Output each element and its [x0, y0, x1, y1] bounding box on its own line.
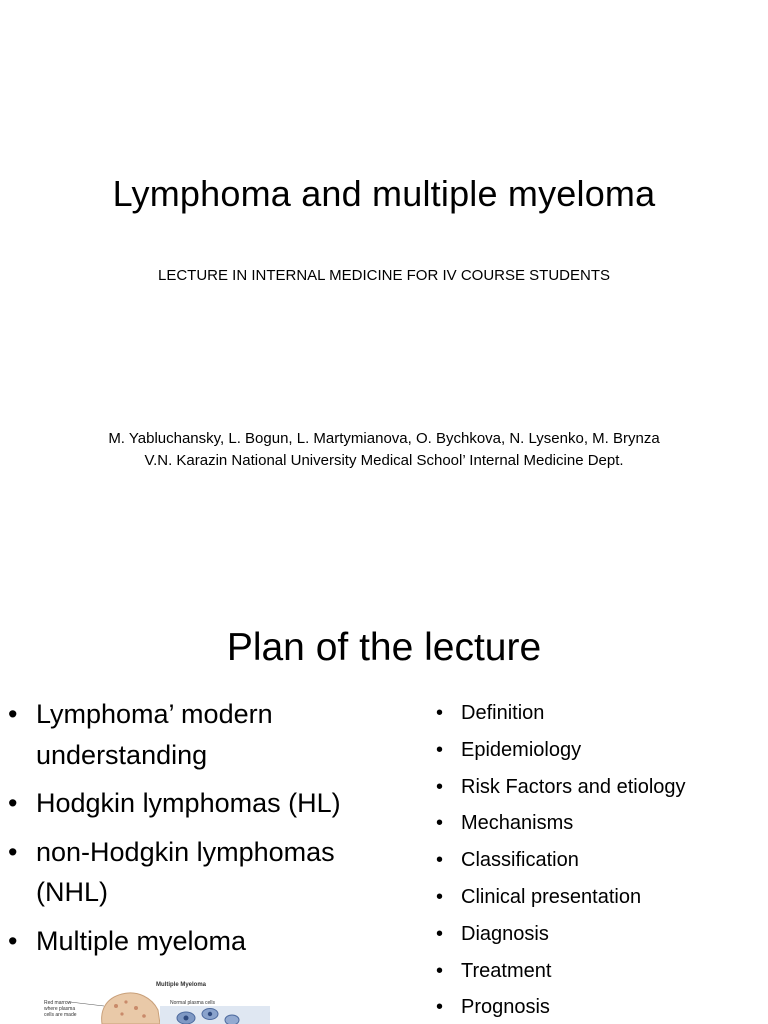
authors-block [0, 428, 768, 472]
topic-label: Hodgkin lymphomas (HL) [36, 788, 341, 818]
lecture-subtitle: LECTURE IN INTERNAL MEDICINE FOR IV COURSE STUDENTS [158, 267, 610, 284]
bullet-icon: • [8, 699, 18, 729]
list-item [434, 847, 764, 874]
list-item [6, 921, 406, 962]
aspects-list [434, 700, 764, 1024]
myeloma-illustration [40, 976, 270, 1024]
list-item [434, 994, 764, 1021]
list-item [434, 700, 764, 727]
figure-label: Red marrow where plasma cells are made [44, 1000, 77, 1018]
list-item [434, 921, 764, 948]
aspect-label: Clinical presentation [461, 885, 642, 908]
list-item [434, 958, 764, 985]
bullet-icon: • [8, 788, 18, 818]
aspect-label: Epidemiology [461, 738, 582, 761]
bullet-icon: • [436, 922, 444, 945]
bullet-icon: • [436, 702, 444, 724]
bullet-icon: • [436, 996, 444, 1019]
plan-title: Plan of the lecture [226, 626, 542, 669]
aspect-label: Mechanisms [461, 812, 574, 835]
bullet-icon: • [436, 812, 444, 835]
authors-line: M. Yabluchansky, L. Bogun, L. Martymianova, O. Bychkova, N. Lysenko, M. Brynza [108, 430, 660, 447]
list-item [434, 774, 764, 801]
aspect-label: Risk Factors and etiology [461, 775, 686, 798]
bullet-icon: • [436, 959, 444, 982]
bullet-icon: • [8, 925, 18, 956]
affiliation-line: V.N. Karazin National University Medical School’ Internal Medicine Dept. [144, 452, 624, 469]
plan-slide [0, 576, 768, 1024]
list-item [6, 783, 406, 824]
list-item [434, 737, 764, 764]
lecture-title: Lymphoma and multiple myeloma [112, 173, 656, 214]
bullet-icon: • [436, 849, 444, 872]
aspect-label: Definition [461, 702, 545, 724]
aspect-label: Diagnosis [461, 922, 549, 945]
list-item [6, 694, 406, 775]
aspect-label: Prognosis [461, 996, 550, 1019]
topic-label: Lymphoma’ modern understanding [36, 699, 273, 770]
bullet-icon: • [436, 775, 444, 798]
figure-title: Multiple Myeloma [156, 982, 207, 988]
list-item [434, 884, 764, 911]
aspect-label: Classification [461, 849, 579, 872]
list-item [6, 832, 406, 913]
bullet-icon: • [8, 836, 18, 867]
list-item [434, 810, 764, 837]
topic-label: Multiple myeloma [36, 925, 247, 956]
bullet-icon: • [436, 885, 444, 908]
aspect-label: Treatment [461, 959, 552, 982]
figure-label: Normal plasma cells [170, 1000, 216, 1006]
bullet-icon: • [436, 738, 444, 761]
topic-label: non-Hodgkin lymphomas (NHL) [36, 836, 335, 907]
topics-list [6, 694, 406, 969]
